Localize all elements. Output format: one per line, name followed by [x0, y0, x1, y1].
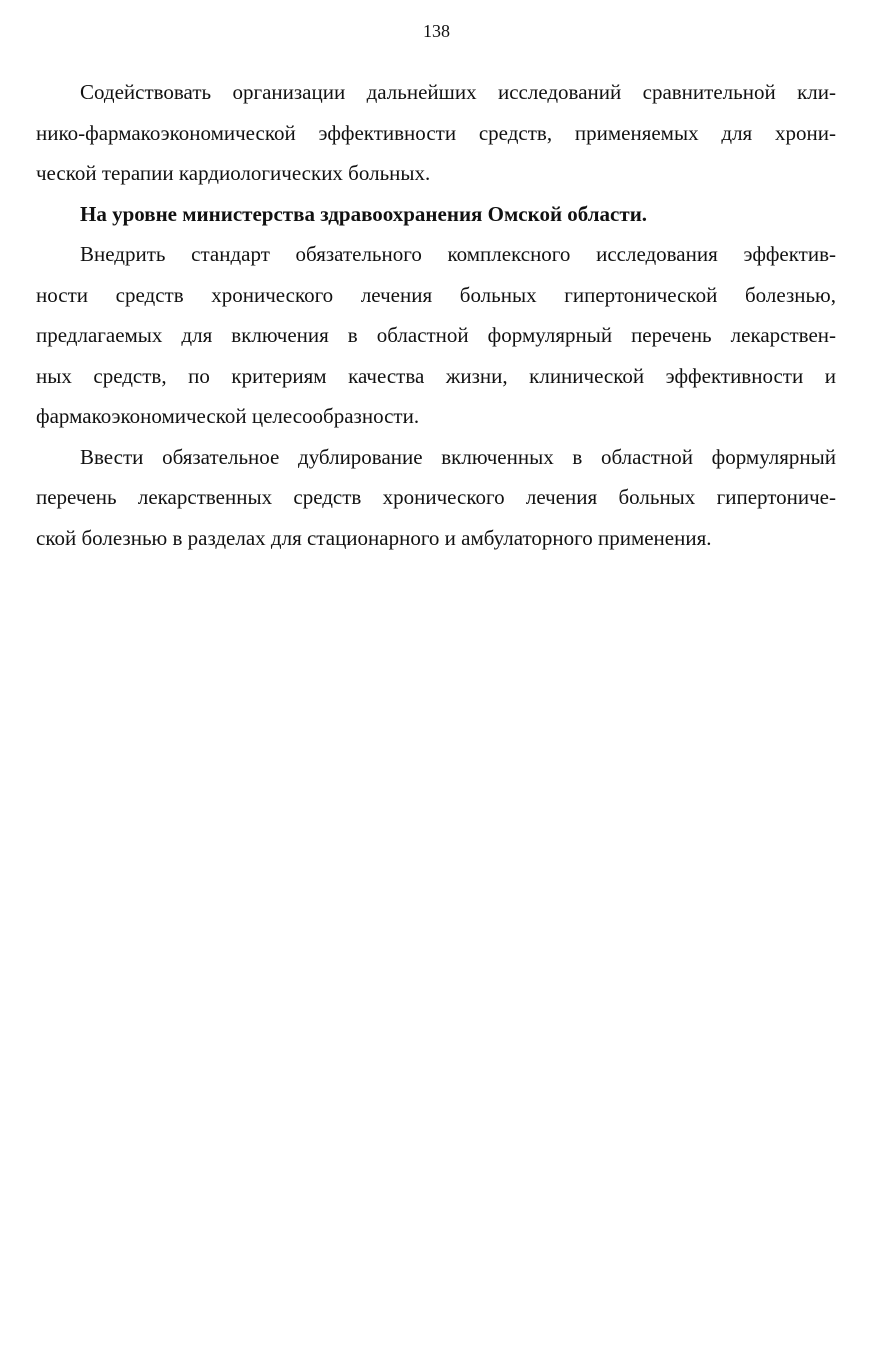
section-heading-ministry [36, 194, 836, 235]
text-line: перечень лекарственных средств хронического лечения больных гипертониче- [36, 485, 836, 509]
text-line: Внедрить стандарт обязательного комплексного исследования эффектив- [80, 242, 836, 266]
page-number: 138 [423, 21, 450, 41]
text-line: Ввести обязательное дублирование включенных в областной формулярный [80, 444, 836, 469]
text-line: ческой терапии кардиологических больных. [36, 161, 431, 185]
text-line: фармакоэкономической целесообразности. [36, 404, 420, 428]
text-line: нико-фармакоэкономической эффективности средств, применяемых для хрони- [36, 120, 836, 145]
text-line: ской болезнью в разделах для стационарного и амбулаторного применения. [36, 525, 712, 550]
section-heading: На уровне министерства здравоохранения Омской области. [80, 201, 648, 226]
text-line: Содействовать организации дальнейших исследований сравнительной кли- [80, 80, 836, 104]
text-line: ности средств хронического лечения больных гипертонической болезнью, [36, 282, 836, 307]
document-body [36, 72, 836, 558]
text-line: ных средств, по критериям качества жизни, клинической эффективности и [36, 363, 836, 388]
paragraph-standard [36, 234, 836, 437]
text-line: предлагаемых для включения в областной формулярный перечень лекарствен- [36, 323, 836, 347]
paragraph-recommendation-research [36, 72, 836, 194]
paragraph-duplication [36, 437, 836, 559]
